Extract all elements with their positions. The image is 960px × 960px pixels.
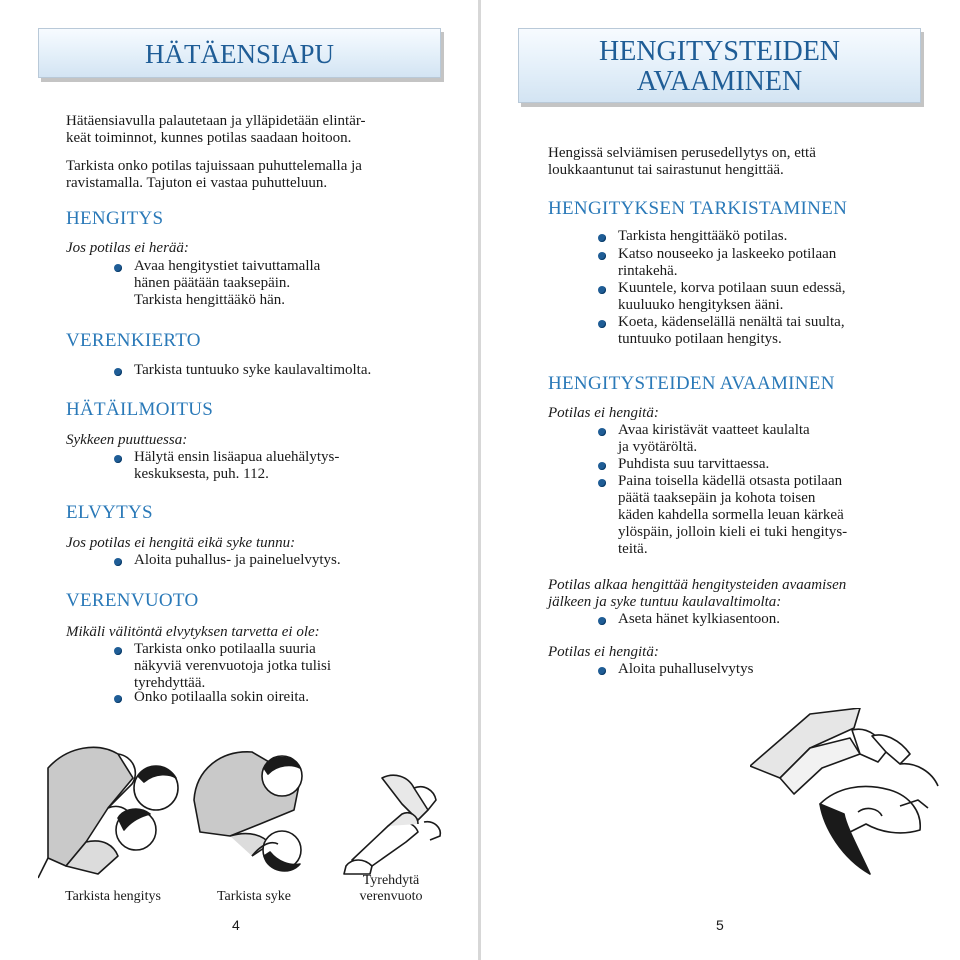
breathing-restored-intro: Potilas alkaa hengittää hengitysteiden avaamisen jälkeen ja syke tuntuu kaulavaltimolta: bbox=[548, 577, 847, 610]
section-intro: Potilas ei hengitä: bbox=[548, 405, 659, 421]
intro-paragraph: Hengissä selviämisen perusedellytys on, että loukkaantunut tai sairastunut hengittää. bbox=[548, 145, 816, 178]
caption-check-breathing: Tarkista hengitys bbox=[65, 889, 161, 904]
bullet-item: Koeta, kädenselällä nenältä tai suulta, tuntuuko potilaan hengitys. bbox=[618, 314, 845, 347]
page-title bbox=[38, 28, 441, 78]
bullet-item: Avaa kiristävät vaatteet kaulalta ja vyötäröltä. bbox=[618, 422, 810, 455]
page-title-line-1: HENGITYSTEIDEN bbox=[598, 36, 841, 67]
bullet-icon bbox=[598, 320, 606, 328]
section-heading-hengitysteiden-avaaminen: HENGITYSTEIDEN AVAAMINEN bbox=[548, 373, 835, 394]
bullet-icon bbox=[598, 479, 606, 487]
bullet-item: Aloita puhalluselvytys bbox=[618, 661, 754, 677]
section-heading-hengityksen-tarkistaminen: HENGITYKSEN TARKISTAMINEN bbox=[548, 198, 848, 219]
bullet-icon bbox=[598, 617, 606, 625]
bullet-icon bbox=[114, 368, 122, 376]
bullet-item: Kuuntele, korva potilaan suun edessä, kuuluuko hengityksen ääni. bbox=[618, 280, 846, 313]
not-breathing-intro: Potilas ei hengitä: bbox=[548, 644, 659, 660]
bullet-item: Puhdista suu tarvittaessa. bbox=[618, 456, 770, 472]
bullet-icon bbox=[598, 286, 606, 294]
bullet-item: Tarkista onko potilaalla suuria näkyviä verenvuotoja jotka tulisi tyrehdyttää. bbox=[134, 641, 332, 691]
check-breathing-illustration bbox=[38, 738, 188, 880]
bullet-item: Katso nouseeko ja laskeeko potilaan rintakehä. bbox=[618, 246, 837, 279]
section-intro: Sykkeen puuttuessa: bbox=[66, 432, 188, 448]
intro-paragraph-2: Tarkista onko potilas tajuissaan puhuttelemalla ja ravistamalla. Tajuton ei vastaa puhutteluun. bbox=[66, 158, 362, 191]
section-intro: Mikäli välitöntä elvytyksen tarvetta ei ole: bbox=[66, 624, 320, 640]
bullet-item: Aloita puhallus- ja paineluelvytys. bbox=[134, 552, 341, 568]
page-title bbox=[518, 28, 921, 103]
page-number: 5 bbox=[716, 917, 724, 933]
bullet-icon bbox=[114, 695, 122, 703]
bullet-icon bbox=[598, 428, 606, 436]
page-title-line-2: AVAAMINEN bbox=[636, 66, 803, 97]
caption-stop-bleeding: Tyrehdytä verenvuoto bbox=[359, 873, 423, 904]
bullet-icon bbox=[598, 234, 606, 242]
bullet-item: Tarkista tuntuuko syke kaulavaltimolta. bbox=[134, 362, 372, 378]
bullet-icon bbox=[114, 264, 122, 272]
section-heading-hatailmoitus: HÄTÄILMOITUS bbox=[66, 399, 214, 420]
bullet-icon bbox=[598, 462, 606, 470]
open-airway-illustration bbox=[750, 708, 945, 888]
page-title-text: HÄTÄENSIAPU bbox=[145, 39, 334, 69]
section-heading-elvytys: ELVYTYS bbox=[66, 502, 153, 523]
bullet-icon bbox=[114, 647, 122, 655]
bullet-item: Aseta hänet kylkiasentoon. bbox=[618, 611, 781, 627]
right-page bbox=[480, 0, 960, 960]
intro-paragraph-1: Hätäensiavulla palautetaan ja ylläpidetään elintär- keät toiminnot, kunnes potilas saadaan hoitoon. bbox=[66, 113, 366, 146]
bullet-icon bbox=[598, 667, 606, 675]
bullet-icon bbox=[114, 455, 122, 463]
bullet-item: Avaa hengitystiet taivuttamalla hänen päätään taaksepäin. Tarkista hengittääkö hän. bbox=[134, 258, 321, 308]
bullet-item: Paina toisella kädellä otsasta potilaan päätä taaksepäin ja kohota toisen käden kahdella sormella leuan kärkeä ylöspäin, jolloin kieli ei tuki hengitys- teitä. bbox=[618, 473, 848, 557]
bullet-item: Tarkista hengittääkö potilas. bbox=[618, 228, 788, 244]
section-heading-verenkierto: VERENKIERTO bbox=[66, 330, 201, 351]
bullet-item: Onko potilaalla sokin oireita. bbox=[134, 689, 309, 705]
stop-bleeding-illustration bbox=[342, 770, 462, 880]
bullet-item: Hälytä ensin lisäapua aluehälytys- keskuksesta, puh. 112. bbox=[134, 449, 340, 482]
bullet-icon bbox=[114, 558, 122, 566]
check-pulse-illustration bbox=[190, 740, 340, 880]
section-intro: Jos potilas ei herää: bbox=[66, 240, 189, 256]
bullet-icon bbox=[598, 252, 606, 260]
section-intro: Jos potilas ei hengitä eikä syke tunnu: bbox=[66, 535, 296, 551]
caption-check-pulse: Tarkista syke bbox=[216, 889, 292, 904]
section-heading-hengitys: HENGITYS bbox=[66, 208, 164, 229]
section-heading-verenvuoto: VERENVUOTO bbox=[66, 590, 199, 611]
page-number: 4 bbox=[232, 917, 240, 933]
